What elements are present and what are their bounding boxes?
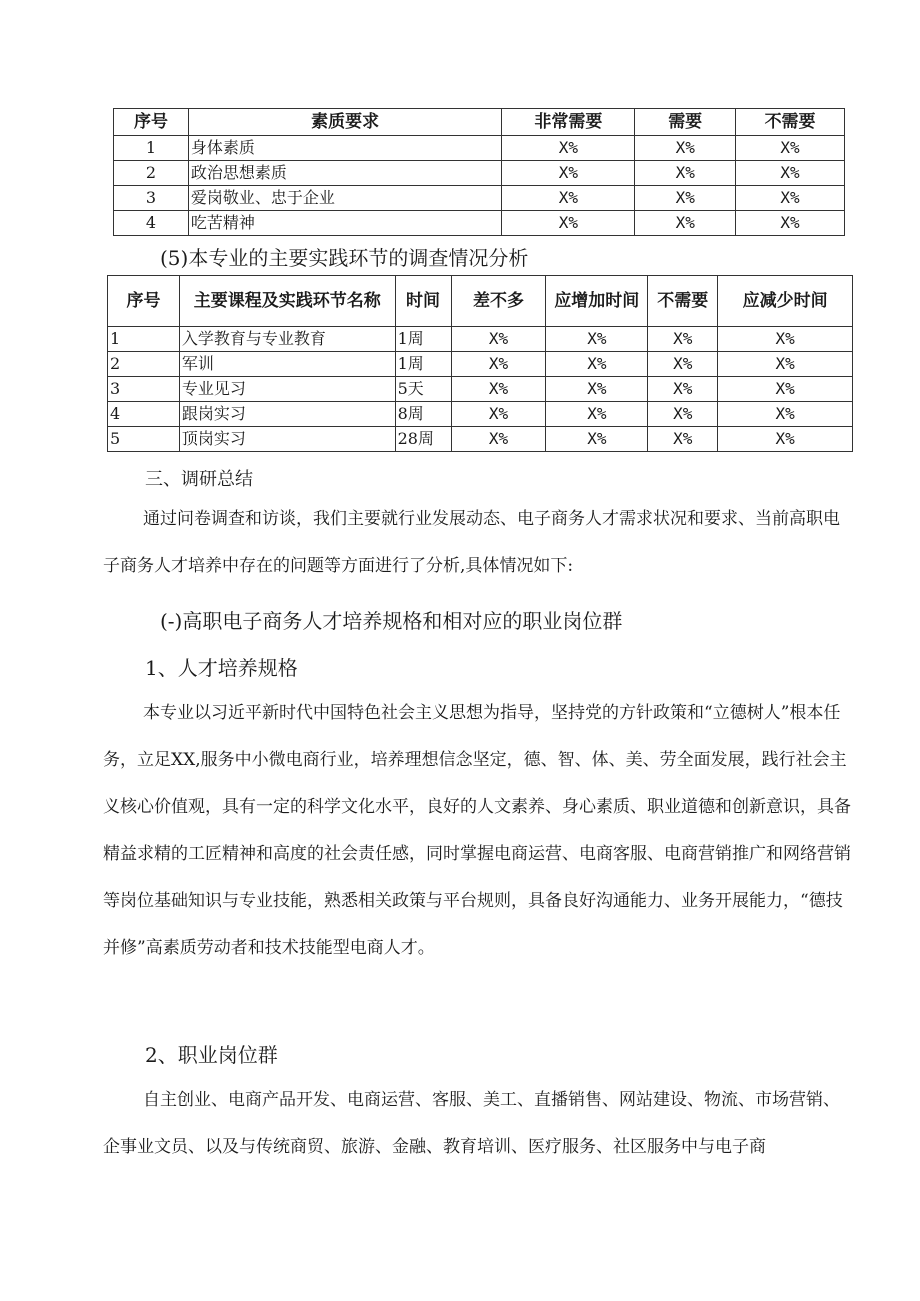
cell-course-name: 跟岗实习 — [179, 402, 395, 427]
item2-paragraph — [103, 1077, 851, 1171]
subsection1-title: (-)高职电子商务人才培养规格和相对应的职业岗位群 — [160, 609, 623, 633]
table-row — [108, 352, 853, 377]
cell-index: 5 — [108, 427, 180, 452]
header-index: 序号 — [114, 109, 189, 136]
cell-value: X% — [546, 402, 648, 427]
section5-title: (5)本专业的主要实践环节的调查情况分析 — [160, 246, 529, 270]
cell-value: X% — [718, 402, 853, 427]
cell-quality: 政治思想素质 — [188, 161, 502, 186]
cell-value: X% — [635, 136, 736, 161]
cell-index: 1 — [114, 136, 189, 161]
cell-quality: 爱岗敬业、忠于企业 — [188, 186, 502, 211]
cell-index: 2 — [108, 352, 180, 377]
cell-value: X% — [451, 327, 546, 352]
cell-value: X% — [648, 377, 718, 402]
cell-value: X% — [648, 327, 718, 352]
intro-text: 通过问卷调查和访谈，我们主要就行业发展动态、电子商务人才需求状况和要求、当前高职电子商务人才培养中存在的问题等方面进行了分析,具体情况如下: — [103, 509, 840, 576]
header-not-needed: 不需要 — [736, 109, 845, 136]
cell-value: X% — [736, 186, 845, 211]
header-needed: 需要 — [635, 109, 736, 136]
item1-paragraph — [103, 690, 851, 972]
cell-time: 1周 — [395, 327, 451, 352]
cell-value: X% — [546, 352, 648, 377]
cell-value: X% — [635, 161, 736, 186]
item1-text: 本专业以习近平新时代中国特色社会主义思想为指导，坚持党的方针政策和“立德树人”根本任务，立足XX,服务中小微电商行业，培养理想信念坚定，德、智、体、美、劳全面发展，践行社会主义核心价值观，具有一定的科学文化水平，良好的人文素养、身心素质、职业道德和创新意识，具备精益求精的工匠精神和高度的社会责任感，同时掌握电商运营、电商客服、电商营销推广和网络营销等岗位基础知识与专业技能，熟悉相关政策与平台规则，具备良好沟通能力、业务开展能力，“德技并修”高素质劳动者和技术技能型电商人才。 — [103, 703, 851, 958]
cell-value: X% — [736, 136, 845, 161]
cell-quality: 身体素质 — [188, 136, 502, 161]
header-not-needed: 不需要 — [648, 276, 718, 327]
cell-value: X% — [451, 402, 546, 427]
cell-value: X% — [451, 377, 546, 402]
header-very-needed: 非常需要 — [502, 109, 635, 136]
header-course-name: 主要课程及实践环节名称 — [179, 276, 395, 327]
table-row — [108, 427, 853, 452]
header-increase-time: 应增加时间 — [546, 276, 648, 327]
header-index: 序号 — [108, 276, 180, 327]
cell-value: X% — [502, 211, 635, 236]
cell-course-name: 军训 — [179, 352, 395, 377]
table-row — [108, 402, 853, 427]
table-row — [114, 136, 845, 161]
header-about-right: 差不多 — [451, 276, 546, 327]
practice-segments-table — [107, 275, 853, 452]
cell-index: 1 — [108, 327, 180, 352]
cell-index: 4 — [114, 211, 189, 236]
cell-value: X% — [718, 377, 853, 402]
header-quality: 素质要求 — [188, 109, 502, 136]
cell-value: X% — [451, 427, 546, 452]
table-header-row — [114, 109, 845, 136]
cell-index: 2 — [114, 161, 189, 186]
cell-course-name: 入学教育与专业教育 — [179, 327, 395, 352]
header-reduce-time: 应减少时间 — [718, 276, 853, 327]
cell-time: 1周 — [395, 352, 451, 377]
table-row — [114, 186, 845, 211]
cell-value: X% — [546, 377, 648, 402]
cell-value: X% — [546, 327, 648, 352]
cell-value: X% — [736, 211, 845, 236]
cell-value: X% — [502, 136, 635, 161]
table-row — [114, 211, 845, 236]
item2-text: 自主创业、电商产品开发、电商运营、客服、美工、直播销售、网站建设、物流、市场营销、企事业文员、以及与传统商贸、旅游、金融、教育培训、医疗服务、社区服务中与电子商 — [103, 1090, 840, 1157]
cell-index: 3 — [114, 186, 189, 211]
item2-title: 2、职业岗位群 — [145, 1043, 278, 1067]
cell-quality: 吃苦精神 — [188, 211, 502, 236]
cell-value: X% — [451, 352, 546, 377]
cell-value: X% — [502, 186, 635, 211]
cell-index: 3 — [108, 377, 180, 402]
quality-requirements-table — [113, 108, 845, 236]
cell-value: X% — [648, 402, 718, 427]
header-time: 时间 — [395, 276, 451, 327]
cell-value: X% — [648, 352, 718, 377]
section3-title: 三、调研总结 — [145, 469, 253, 490]
cell-time: 8周 — [395, 402, 451, 427]
table-row — [108, 377, 853, 402]
intro-paragraph — [103, 496, 851, 590]
cell-time: 28周 — [395, 427, 451, 452]
cell-value: X% — [648, 427, 718, 452]
cell-value: X% — [718, 427, 853, 452]
cell-value: X% — [546, 427, 648, 452]
cell-index: 4 — [108, 402, 180, 427]
table-header-row — [108, 276, 853, 327]
cell-value: X% — [635, 211, 736, 236]
cell-value: X% — [635, 186, 736, 211]
cell-time: 5天 — [395, 377, 451, 402]
table-row — [108, 327, 853, 352]
cell-value: X% — [736, 161, 845, 186]
cell-value: X% — [718, 352, 853, 377]
cell-value: X% — [502, 161, 635, 186]
cell-course-name: 顶岗实习 — [179, 427, 395, 452]
cell-course-name: 专业见习 — [179, 377, 395, 402]
table-row — [114, 161, 845, 186]
item1-title: 1、人才培养规格 — [145, 656, 298, 680]
cell-value: X% — [718, 327, 853, 352]
